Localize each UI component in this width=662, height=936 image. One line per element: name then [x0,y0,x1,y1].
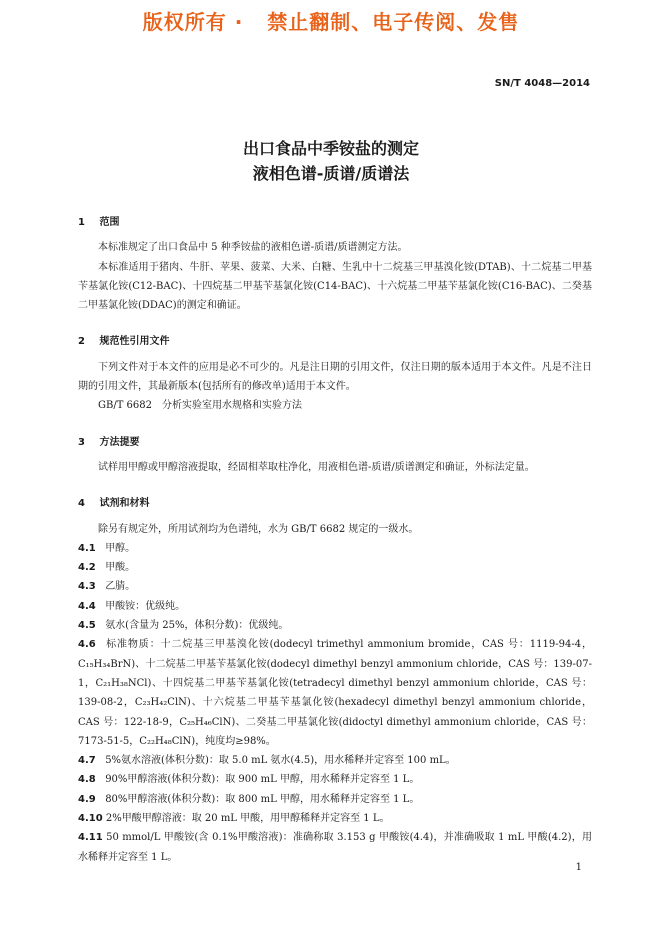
section-title: 规范性引用文件 [99,336,170,348]
item-text: 甲醇。 [105,542,136,554]
standard-number: SN/T 4048—2014 [494,78,590,89]
section-number: 2 [78,336,85,348]
section-heading [78,332,592,351]
item-number: 4.4 [78,600,96,612]
list-item [78,539,592,558]
item-number: 4.8 [78,774,96,786]
item-text: 乙腈。 [105,581,136,593]
copyright-watermark: 版权所有 · 禁止翻制、电子传阅、发售 [142,10,520,34]
item-number: 4.7 [78,755,96,767]
section-number: 3 [78,436,85,448]
item-text: 90%甲醇溶液(体积分数)：取 900 mL 甲醇，用水稀释并定容至 1 L。 [105,774,420,786]
item-number: 4.3 [78,581,96,593]
item-number: 4.10 [78,813,103,825]
paragraph: 除另有规定外，所用试剂均为色谱纯，水为 GB/T 6682 规定的一级水。 [98,523,419,535]
section-heading [78,433,592,452]
list-item [78,828,592,867]
item-number: 4.11 [78,832,103,844]
item-text: 80%甲醇溶液(体积分数)：取 800 mL 甲醇，用水稀释并定容至 1 L。 [105,793,420,805]
list-item [78,790,592,809]
item-text: 标准物质：十二烷基三甲基溴化铵(dodecyl trimethyl ammonium bromide，CAS 号：1119-94-4，C₁₅H₃₄BrN)、十二烷基二甲基苄基氯化铵(dodecyl dimethyl benzyl ammonium chloride，CAS 号：139-07-1，C₂₁H₃₈NCl)、十四烷基二甲基苄基氯化铵(tetradecyl dimethyl benzyl ammonium chloride，CAS 号：139-08-2，C₂₃H₄₂ClN)、十六烷基二甲基苄基氯化铵(hexadecyl dimethyl benzyl ammonium chloride，CAS 号：122-18-9，C₂₅H₄₆ClN)、二癸基二甲基氯化铵(didoctyl dimethyl ammonium chloride，CAS 号：7173-51-5，C₂₂H₄₈ClN)，纯度均≥98%。 [78,639,592,747]
item-number: 4.5 [78,620,96,632]
page-number: 1 [575,862,582,873]
section-number: 1 [78,217,85,228]
item-number: 4.2 [78,562,96,574]
section-title: 方法提要 [99,436,140,448]
list-item [78,770,592,789]
list-item [78,558,592,577]
list-item [78,616,592,635]
paragraph: 本标准规定了出口食品中 5 种季铵盐的液相色谱-质谱/质谱测定方法。 [98,242,408,254]
item-text: 50 mmol/L 甲酸铵(含 0.1%甲酸溶液)：准确称取 3.153 g 甲酸铵(4.4)，并准确吸取 1 mL 甲酸(4.2)，用水稀释并定容至 1 L。 [78,832,592,863]
list-item [78,809,592,828]
paragraph: 下列文件对于本文件的应用是必不可少的。凡是注日期的引用文件，仅注日期的版本适用于本文件。凡是不注日期的引用文件，其最新版本(包括所有的修改单)适用于本文件。 [78,361,592,393]
paragraph: 本标准适用于猪肉、牛肝、苹果、菠菜、大米、白糖、生乳中十二烷基三甲基溴化铵(DTAB)、十二烷基二甲基苄基氯化铵(C12-BAC)、十四烷基二甲基苄基氯化铵(C14-BAC)、十六烷基二甲基苄基氯化铵(C16-BAC)、二癸基二甲基氯化铵(DDAC)的测定和确证。 [78,261,592,312]
section-heading [78,494,592,513]
list-item [78,597,592,616]
section-number: 4 [78,498,85,510]
paragraph: 试样用甲醇或甲醇溶液提取，经固相萃取柱净化，用液相色谱-质谱/质谱测定和确证，外标法定量。 [98,461,535,473]
list-item [78,751,592,770]
item-text: 5%氨水溶液(体积分数)：取 5.0 mL 氨水(4.5)，用水稀释并定容至 100 mL。 [105,755,456,767]
reference-item: GB/T 6682 分析实验室用水规格和实验方法 [98,400,303,412]
item-number: 4.1 [78,542,96,554]
item-number: 4.9 [78,793,96,805]
item-text: 2%甲酸甲醇溶液：取 20 mL 甲酸，用甲醇稀释并定容至 1 L。 [105,813,390,825]
item-number: 4.6 [78,639,96,651]
document-subtitle: 液相色谱-质谱/质谱法 [252,164,410,183]
item-text: 氨水(含量为 25%，体积分数)：优级纯。 [105,620,289,632]
list-item [78,635,592,751]
section-heading [78,213,592,232]
document-body [78,213,592,867]
list-item [78,577,592,596]
document-title: 出口食品中季铵盐的测定 [242,139,419,158]
section-title: 试剂和材料 [99,498,150,510]
item-text: 甲酸。 [105,562,136,574]
section-title: 范围 [99,217,120,228]
item-text: 甲酸铵：优级纯。 [105,600,186,612]
